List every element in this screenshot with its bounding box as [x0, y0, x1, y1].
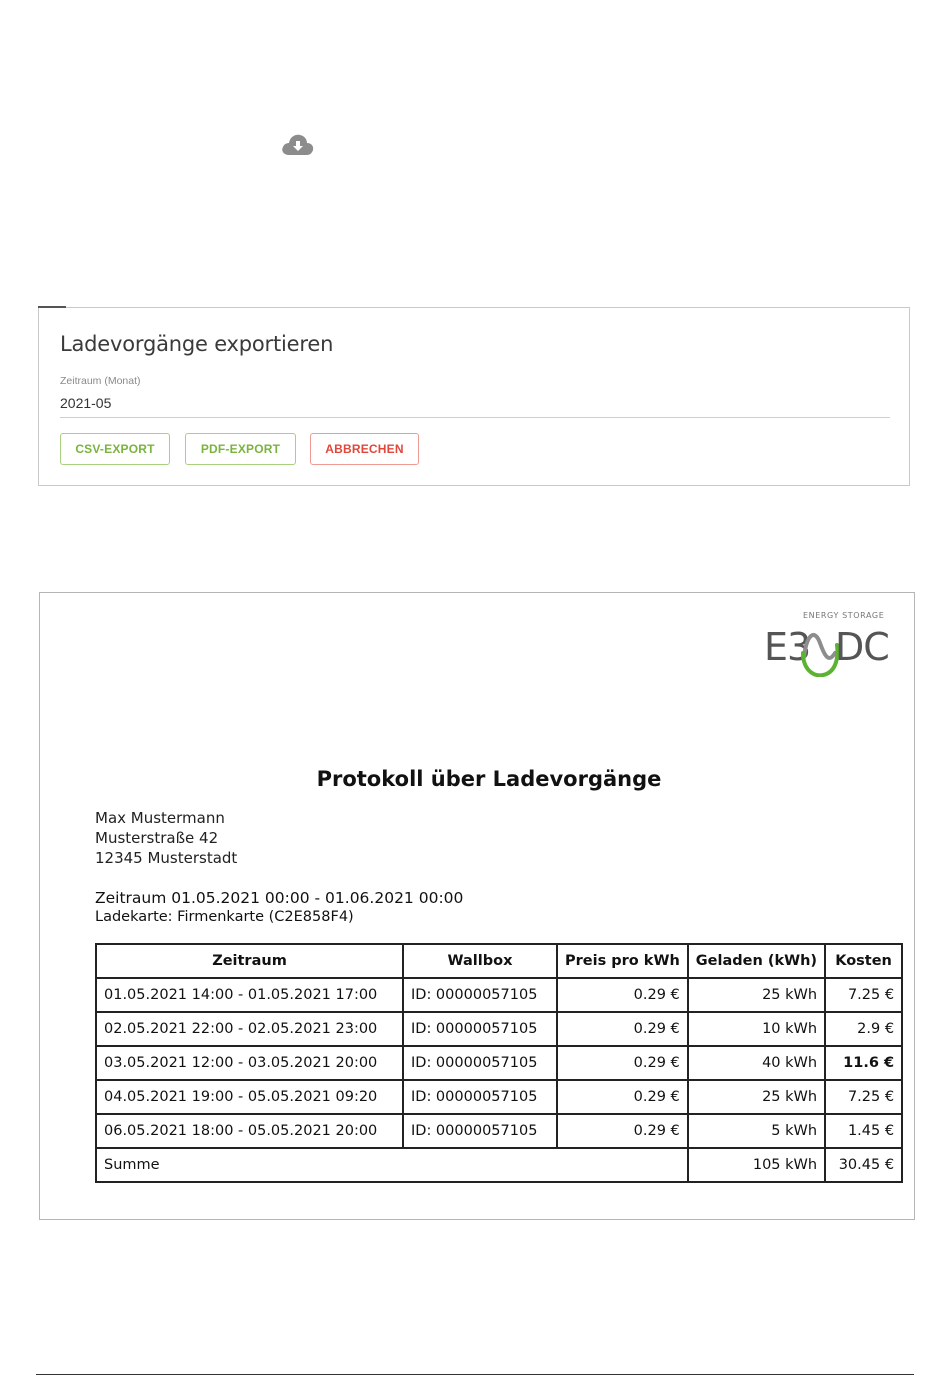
table-sum-row — [96, 1148, 902, 1182]
table-row — [96, 1114, 902, 1148]
cell-cost: 11.6 € — [825, 1046, 902, 1080]
cell-period: 06.05.2021 18:00 - 05.05.2021 20:00 — [96, 1114, 403, 1148]
cell-price: 0.29 € — [557, 1012, 688, 1046]
cell-wallbox: ID: 00000057105 — [403, 1114, 557, 1148]
address-name: Max Mustermann — [95, 809, 225, 827]
cell-charged: 25 kWh — [688, 1080, 825, 1114]
header-wallbox: Wallbox — [403, 944, 557, 978]
logo-text-right: DC — [835, 625, 889, 669]
table-row — [96, 978, 902, 1012]
cell-price: 0.29 € — [557, 978, 688, 1012]
cell-wallbox: ID: 00000057105 — [403, 978, 557, 1012]
footer-divider — [36, 1374, 914, 1375]
period-field-label: Zeitraum (Monat) — [60, 375, 141, 387]
cancel-button[interactable]: ABBRECHEN — [310, 433, 419, 465]
logo-text-left: E3 — [764, 625, 811, 669]
header-cost: Kosten — [825, 944, 902, 978]
cloud-download-icon[interactable] — [280, 131, 316, 157]
cell-wallbox: ID: 00000057105 — [403, 1046, 557, 1080]
cell-cost: 7.25 € — [825, 1080, 902, 1114]
cell-price: 0.29 € — [557, 1080, 688, 1114]
cell-cost: 1.45 € — [825, 1114, 902, 1148]
cell-charged: 5 kWh — [688, 1114, 825, 1148]
cell-charged: 25 kWh — [688, 978, 825, 1012]
cell-wallbox: ID: 00000057105 — [403, 1080, 557, 1114]
cell-price: 0.29 € — [557, 1114, 688, 1148]
cell-charged: 10 kWh — [688, 1012, 825, 1046]
cell-period: 02.05.2021 22:00 - 02.05.2021 23:00 — [96, 1012, 403, 1046]
export-dialog — [38, 307, 910, 486]
address-city: 12345 Musterstadt — [95, 849, 238, 867]
document-title: Protokoll über Ladevorgänge — [316, 767, 662, 791]
cell-cost: 2.9 € — [825, 1012, 902, 1046]
dialog-title: Ladevorgänge exportieren — [60, 332, 334, 356]
period-field-underline — [60, 417, 890, 418]
card-text: Ladekarte: Firmenkarte (C2E858F4) — [95, 909, 354, 925]
cell-period: 03.05.2021 12:00 - 03.05.2021 20:00 — [96, 1046, 403, 1080]
address-street: Musterstraße 42 — [95, 829, 219, 847]
header-price: Preis pro kWh — [557, 944, 688, 978]
table-row — [96, 1046, 902, 1080]
period-field[interactable]: 2021-05 — [60, 395, 112, 411]
cell-charged: 40 kWh — [688, 1046, 825, 1080]
pdf-export-button[interactable]: PDF-EXPORT — [185, 433, 296, 465]
cell-period: 01.05.2021 14:00 - 01.05.2021 17:00 — [96, 978, 403, 1012]
pdf-preview — [39, 592, 915, 1220]
cell-period: 04.05.2021 19:00 - 05.05.2021 09:20 — [96, 1080, 403, 1114]
header-charged: Geladen (kWh) — [688, 944, 825, 978]
csv-export-button[interactable]: CSV-EXPORT — [60, 433, 170, 465]
table-header-row — [96, 944, 902, 978]
period-text: Zeitraum 01.05.2021 00:00 - 01.06.2021 00:00 — [95, 889, 464, 907]
cell-cost: 7.25 € — [825, 978, 902, 1012]
e3dc-logo — [761, 607, 889, 677]
header-zeitraum: Zeitraum — [96, 944, 403, 978]
dialog-top-accent — [38, 306, 66, 308]
sum-cost: 30.45 € — [825, 1148, 902, 1182]
cell-wallbox: ID: 00000057105 — [403, 1012, 557, 1046]
sum-label: Summe — [96, 1148, 688, 1182]
cell-price: 0.29 € — [557, 1046, 688, 1080]
table-row — [96, 1080, 902, 1114]
logo-tagline: ENERGY STORAGE — [803, 611, 885, 620]
table-row — [96, 1012, 902, 1046]
sum-kwh: 105 kWh — [688, 1148, 825, 1182]
charging-log-table — [95, 943, 903, 1183]
